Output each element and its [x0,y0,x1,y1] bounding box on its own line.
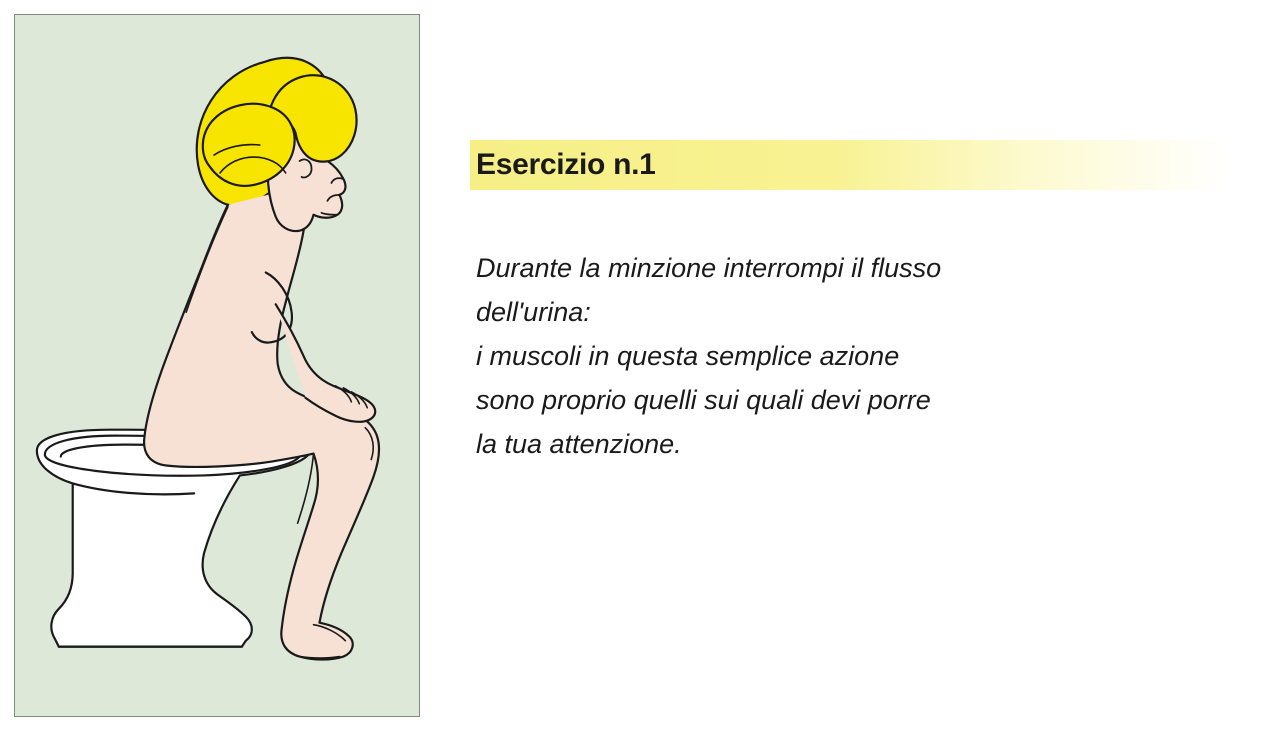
description-line: la tua attenzione. [476,429,682,459]
exercise-description [476,246,1176,466]
text-content [470,0,1260,731]
description-line: dell'urina: [476,297,591,327]
description-line: Durante la minzione interrompi il flusso [476,253,942,283]
description-line: i muscoli in questa semplice azione [476,341,900,371]
exercise-title: Esercizio n.1 [476,148,656,181]
woman-seated-on-toilet-illustration [15,15,419,716]
illustration-panel [14,14,420,717]
description-line: sono proprio quelli sui quali devi porre [476,385,931,415]
